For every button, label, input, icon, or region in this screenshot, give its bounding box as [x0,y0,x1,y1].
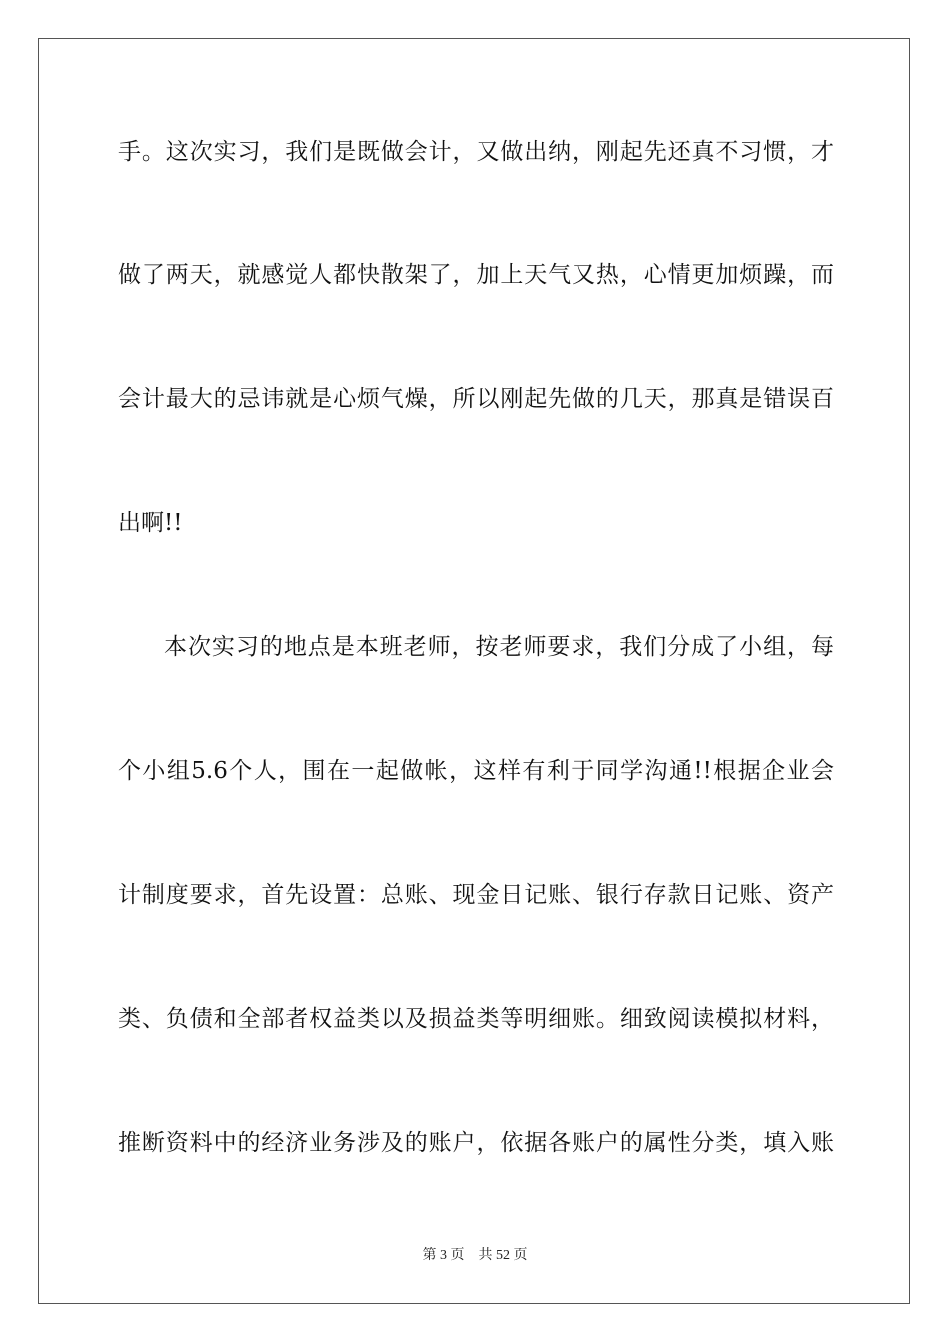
page-number: 第 3 页 [422,1248,465,1263]
paragraph-line: 计制度要求，首先设置：总账、现金日记账、银行存款日记账、资产 [118,882,834,908]
paragraph-line: 个小组5.6个人，围在一起做帐，这样有利于同学沟通!!根据企业会 [118,758,834,784]
page-border [38,38,910,1304]
total-pages: 共 52 页 [478,1248,528,1263]
paragraph-line: 出啊!! [118,510,183,536]
paragraph-line: 本次实习的地点是本班老师，按老师要求，我们分成了小组，每 [164,634,834,660]
paragraph-line: 做了两天，就感觉人都快散架了，加上天气又热，心情更加烦躁，而 [118,262,834,288]
paragraph-line: 会计最大的忌讳就是心烦气燥，所以刚起先做的几天，那真是错误百 [118,386,834,412]
page-footer [0,1246,950,1266]
paragraph-line: 类、负债和全部者权益类以及损益类等明细账。细致阅读模拟材料， [118,1006,834,1032]
paragraph-line: 推断资料中的经济业务涉及的账户，依据各账户的属性分类，填入账 [118,1130,834,1156]
paragraph-line: 手。这次实习，我们是既做会计，又做出纳，刚起先还真不习惯，才 [118,139,834,165]
